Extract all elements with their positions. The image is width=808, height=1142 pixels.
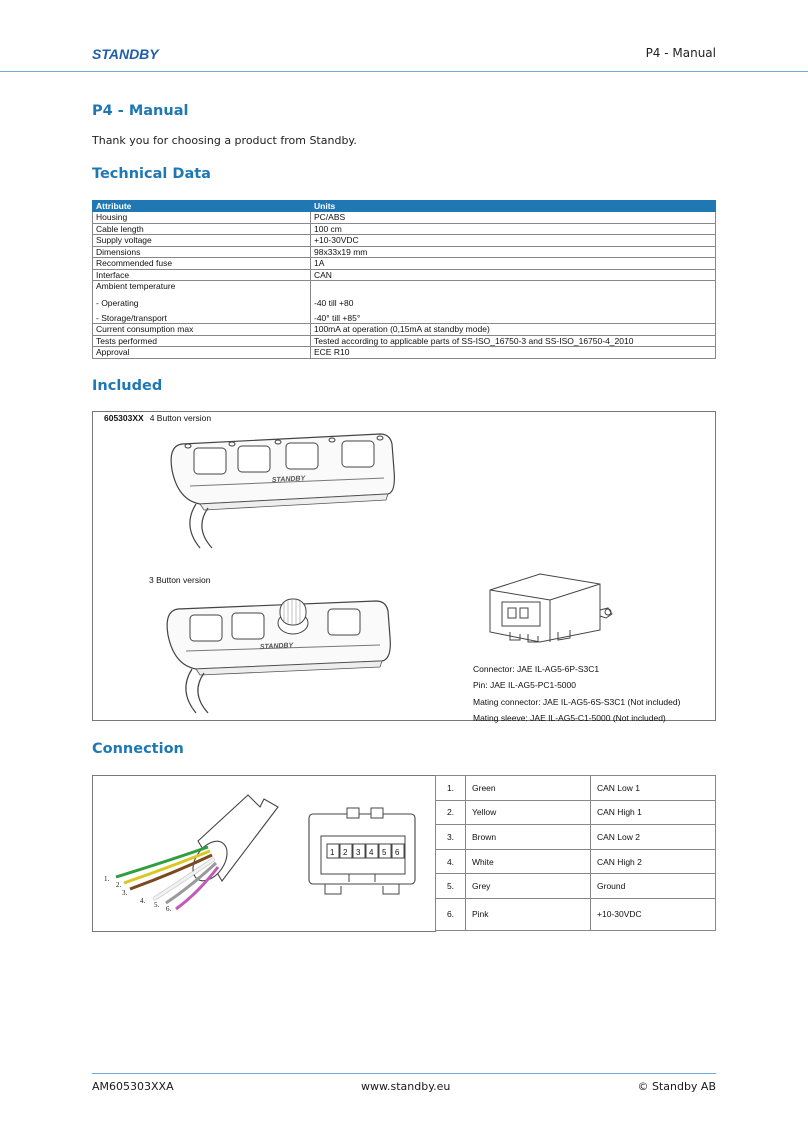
svg-text:3.: 3. (122, 889, 128, 897)
pin-number: 6. (436, 898, 466, 930)
svg-text:5: 5 (382, 848, 387, 857)
pin-signal: CAN High 1 (591, 800, 716, 825)
svg-text:2.: 2. (116, 881, 122, 889)
table-row (436, 800, 716, 825)
svg-text:4: 4 (369, 848, 374, 857)
included-heading: Included (92, 378, 163, 394)
cell-attribute: Approval (93, 347, 311, 359)
wire-color: Green (466, 776, 591, 801)
technical-data-table (92, 200, 716, 359)
cell-line: Ambient temperature (96, 281, 176, 291)
pin-spec: Pin: JAE IL-AG5-PC1-5000 (473, 680, 576, 691)
mating-sleeve-spec: Mating sleeve: JAE IL-AG5-C1-5000 (Not included) (473, 712, 666, 723)
pin-number: 5. (436, 874, 466, 899)
pin-number: 4. (436, 849, 466, 874)
svg-text:6: 6 (395, 848, 400, 857)
wire-color: White (466, 849, 591, 874)
svg-text:1: 1 (330, 848, 335, 857)
cell-attribute (93, 281, 311, 324)
mating-connector-spec: Mating connector: JAE IL-AG5-6S-S3C1 (Not included) (473, 696, 681, 707)
page-title: P4 - Manual (92, 103, 189, 119)
cell-value (311, 281, 716, 324)
cell-line: - Operating (96, 298, 139, 308)
cell-attribute: Interface (93, 269, 311, 281)
cell-attribute: Tests performed (93, 335, 311, 347)
svg-text:5.: 5. (154, 901, 160, 909)
connector-specs (473, 661, 680, 726)
header-title: P4 - Manual (645, 46, 716, 60)
cell-line (314, 281, 712, 295)
wire-color: Pink (466, 898, 591, 930)
cell-value: 100 cm (311, 223, 716, 235)
cell-value: 1A (311, 258, 716, 270)
pin-signal: CAN Low 2 (591, 825, 716, 850)
cell-attribute: Current consumption max (93, 324, 311, 336)
svg-text:STANDBY: STANDBY (271, 475, 306, 484)
pin-signal: CAN Low 1 (591, 776, 716, 801)
wire-color: Yellow (466, 800, 591, 825)
part-number: 605303XX (104, 413, 144, 423)
wire-color: Grey (466, 874, 591, 899)
four-button-label (104, 413, 211, 423)
page-header (0, 0, 808, 72)
connector-spec: Connector: JAE IL-AG5-6P-S3C1 (473, 664, 600, 674)
cell-value: PC/ABS (311, 212, 716, 224)
cell-line: - Storage/transport (96, 313, 167, 323)
cell-value: 100mA at operation (0,15mA at standby mode) (311, 324, 716, 336)
table-row (436, 849, 716, 874)
cell-line: -40 till +80 (314, 298, 354, 308)
svg-text:3: 3 (356, 848, 361, 857)
table-row (436, 898, 716, 930)
table-row (93, 223, 716, 235)
column-header: Units (311, 201, 716, 212)
footer-divider (92, 1073, 716, 1074)
cable-wires-illustration (98, 785, 298, 925)
cell-attribute: Dimensions (93, 246, 311, 258)
column-header: Attribute (93, 201, 311, 212)
table-row (93, 258, 716, 270)
pinout-table (435, 775, 716, 931)
cell-attribute: Recommended fuse (93, 258, 311, 270)
table-row (93, 246, 716, 258)
pin-signal: Ground (591, 874, 716, 899)
three-button-device-illustration (160, 595, 400, 715)
pin-signal: CAN High 2 (591, 849, 716, 874)
svg-text:2: 2 (343, 848, 348, 857)
standby-logo (92, 46, 184, 62)
footer-doc-code: AM605303XXA (92, 1080, 174, 1093)
connector-illustration (480, 570, 620, 650)
connector-pinout-illustration (305, 806, 419, 902)
table-row (93, 335, 716, 347)
technical-data-heading: Technical Data (92, 166, 211, 182)
table-header-row (93, 201, 716, 212)
svg-text:STANDBY: STANDBY (259, 642, 294, 651)
table-row (93, 269, 716, 281)
svg-text:STANDBY: STANDBY (92, 46, 159, 62)
cell-value: Tested according to applicable parts of SS-ISO_16750-3 and SS-ISO_16750-4_2010 (311, 335, 716, 347)
four-button-device-illustration (160, 430, 400, 550)
pin-signal: +10-30VDC (591, 898, 716, 930)
svg-text:6.: 6. (166, 905, 172, 913)
cell-value: CAN (311, 269, 716, 281)
pin-number: 3. (436, 825, 466, 850)
cell-attribute: Housing (93, 212, 311, 224)
table-row (93, 281, 716, 324)
pin-number: 1. (436, 776, 466, 801)
table-row (93, 212, 716, 224)
table-row (436, 776, 716, 801)
four-button-text: 4 Button version (149, 413, 212, 423)
svg-text:4.: 4. (140, 897, 146, 905)
three-button-label: 3 Button version (149, 575, 211, 585)
pin-number: 2. (436, 800, 466, 825)
cell-value: +10-30VDC (311, 235, 716, 247)
wire-color: Brown (466, 825, 591, 850)
footer-copyright: © Standby AB (637, 1080, 716, 1093)
footer-website-link[interactable]: www.standby.eu (361, 1080, 451, 1093)
table-row (93, 235, 716, 247)
table-row (93, 347, 716, 359)
cell-value: ECE R10 (311, 347, 716, 359)
table-row (436, 874, 716, 899)
table-row (436, 825, 716, 850)
intro-text: Thank you for choosing a product from Standby. (92, 134, 357, 147)
cell-value: 98x33x19 mm (311, 246, 716, 258)
cell-attribute: Supply voltage (93, 235, 311, 247)
svg-text:1.: 1. (104, 875, 110, 883)
connection-heading: Connection (92, 741, 184, 757)
cell-attribute: Cable length (93, 223, 311, 235)
cell-line: -40° till +85° (314, 313, 361, 323)
table-row (93, 324, 716, 336)
